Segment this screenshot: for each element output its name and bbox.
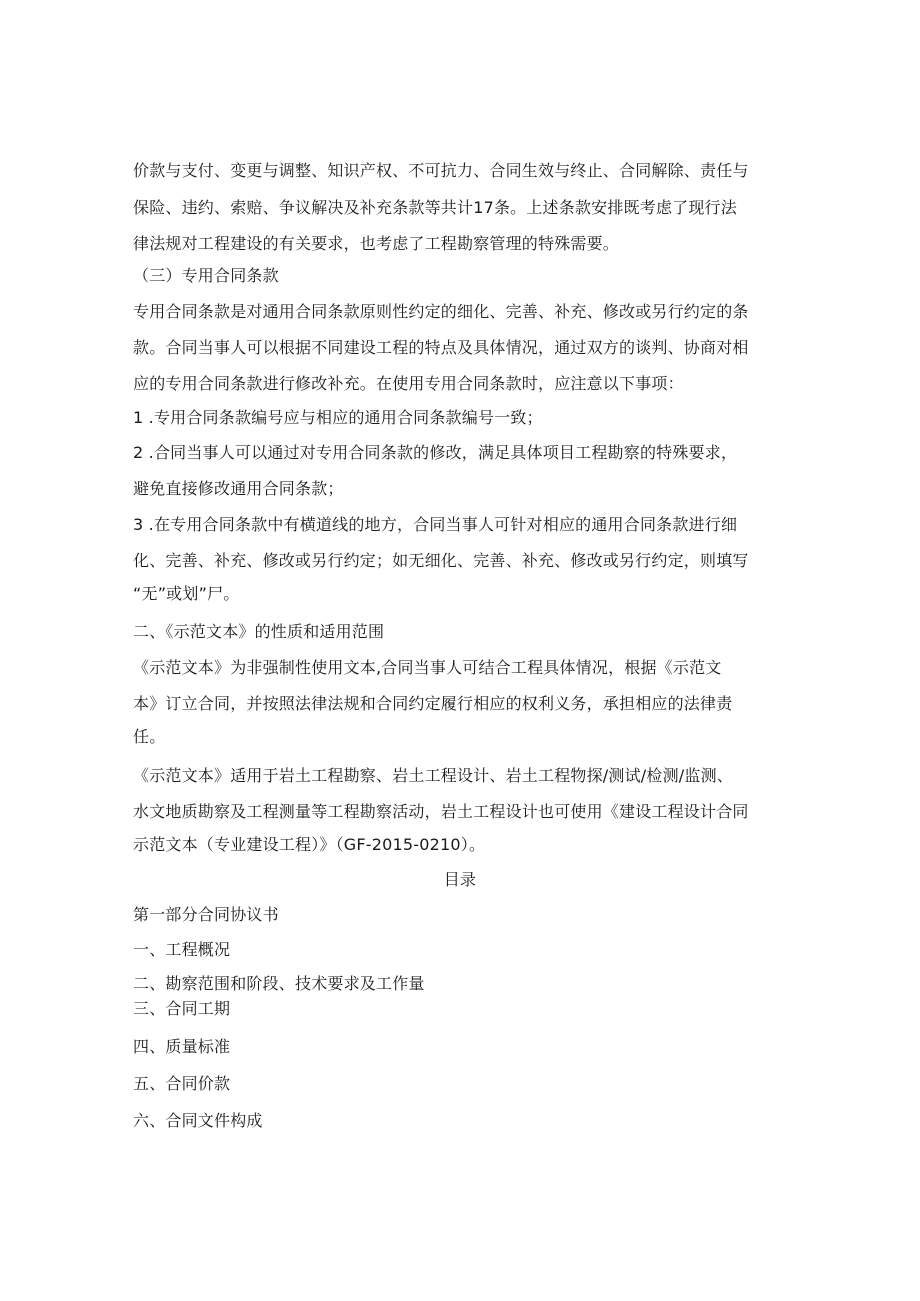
body-line: 化、完善、补充、修改或另行约定；如无细化、完善、补充、修改或另行约定，则填写 xyxy=(133,551,749,570)
toc-item: 四、质量标准 xyxy=(133,1037,231,1056)
toc-item: 二、勘察范围和阶段、技术要求及工作量 xyxy=(133,974,425,993)
body-line: 本》订立合同，并按照法律法规和合同约定履行相应的权利义务，承担相应的法律责 xyxy=(133,694,733,713)
list-item: 3 .在专用合同条款中有横道线的地方，合同当事人可针对相应的通用合同条款进行细 xyxy=(133,515,738,534)
toc-item: 六、合同文件构成 xyxy=(133,1111,263,1130)
body-line: 示范文本（专业建设工程）》（GF-2015-0210）。 xyxy=(133,835,486,854)
toc-title: 目录 xyxy=(443,870,477,889)
toc-part: 第一部分合同协议书 xyxy=(133,905,279,924)
body-line: 《示范文本》为非强制性使用文本,合同当事人可结合工程具体情况，根据《示范文 xyxy=(133,658,722,677)
section-heading: 二、《示范文本》的性质和适用范围 xyxy=(133,622,385,641)
toc-item: 五、合同价款 xyxy=(133,1074,231,1093)
body-line: 水文地质勘察及工程测量等工程勘察活动，岩土工程设计也可使用《建设工程设计合同 xyxy=(133,802,749,821)
body-line: 款。合同当事人可以根据不同建设工程的特点及具体情况，通过双方的谈判、协商对相 xyxy=(133,338,749,357)
section-heading: （三）专用合同条款 xyxy=(133,266,279,285)
body-line: 律法规对工程建设的有关要求，也考虑了工程勘察管理的特殊需要。 xyxy=(133,234,620,253)
body-line: 保险、违约、索赔、争议解决及补充条款等共计17条。上述条款安排既考虑了现行法 xyxy=(133,198,737,217)
list-item: 2 .合同当事人可以通过对专用合同条款的修改，满足具体项目工程勘察的特殊要求， xyxy=(133,443,738,462)
body-line: 价款与支付、变更与调整、知识产权、不可抗力、合同生效与终止、合同解除、责任与 xyxy=(133,161,749,180)
toc-item: 一、工程概况 xyxy=(133,940,231,959)
list-item: 1 .专用合同条款编号应与相应的通用合同条款编号一致； xyxy=(133,408,543,427)
toc-item: 三、合同工期 xyxy=(133,999,231,1018)
body-line: 应的专用合同条款进行修改补充。在使用专用合同条款时，应注意以下事项： xyxy=(133,374,684,393)
body-line: “无”或划”尸。 xyxy=(133,584,240,603)
body-line: 《示范文本》适用于岩土工程勘察、岩土工程设计、岩土工程物探/测试/检测/监测、 xyxy=(133,766,733,785)
body-line: 专用合同条款是对通用合同条款原则性约定的细化、完善、补充、修改或另行约定的条 xyxy=(133,302,749,321)
body-line: 避免直接修改通用合同条款； xyxy=(133,479,344,498)
body-line: 任。 xyxy=(133,727,166,746)
